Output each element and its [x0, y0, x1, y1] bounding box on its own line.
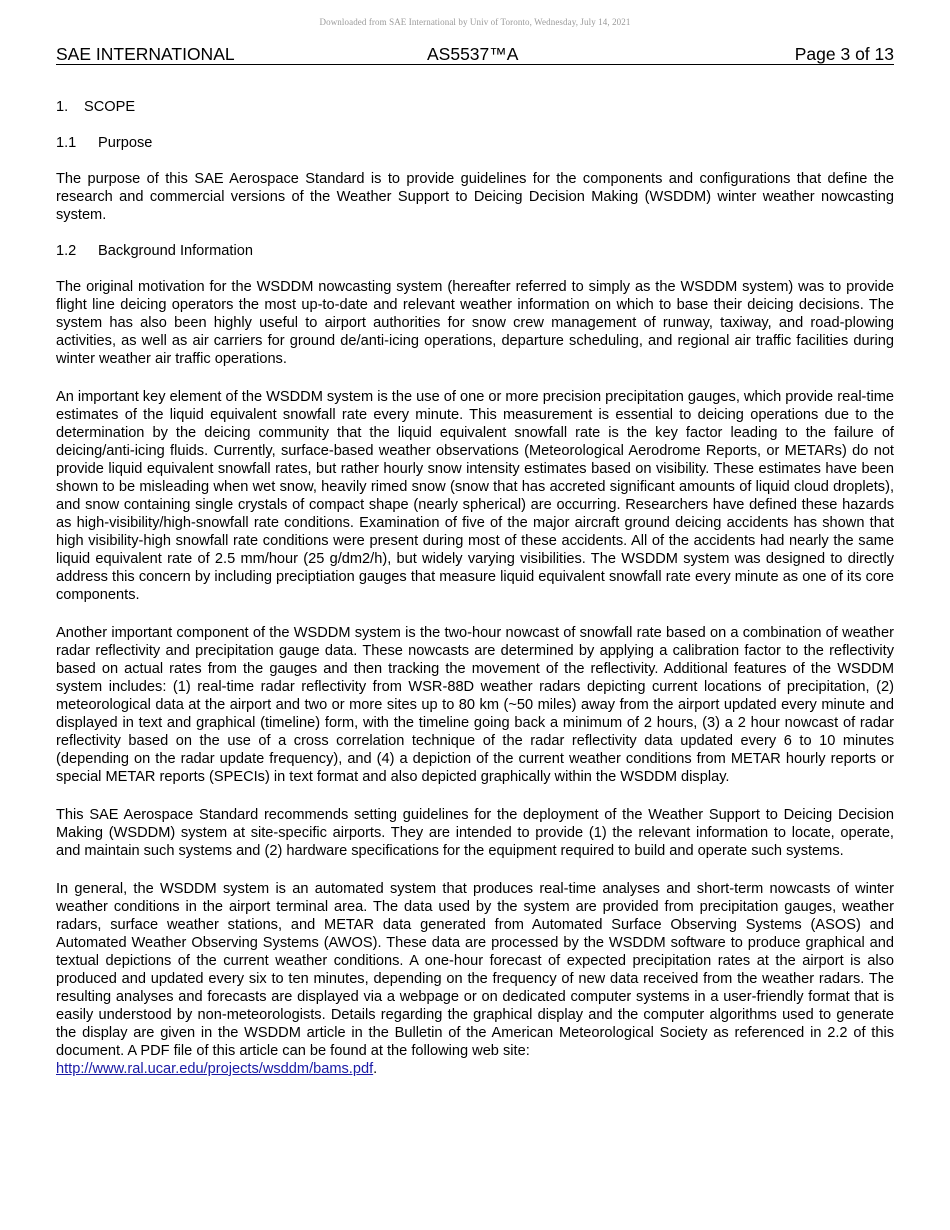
section-1-2-heading	[56, 242, 894, 260]
download-watermark: Downloaded from SAE International by Univ of Toronto, Wednesday, July 14, 2021	[319, 17, 631, 27]
header-org: SAE INTERNATIONAL	[56, 44, 235, 64]
page-header	[56, 44, 894, 65]
header-doc-id: AS5537™A	[427, 44, 519, 64]
background-paragraph-4: This SAE Aerospace Standard recommends setting guidelines for the deployment of the Weather Support to Deicing Decision Making (WSDDM) system at site-specific airports. They are intended to provide (1) the relevant information to locate, operate, and maintain such systems and (2) hardware specifications for the equipment required to build and operate such systems.	[56, 807, 894, 859]
background-paragraph-1: The original motivation for the WSDDM nowcasting system (hereafter referred to simply as the WSDDM system) was to provide flight line deicing operators the most up-to-date and relevant weather information on which to base their deicing decisions. The system has also been highly useful to airport authorities for snow crew management of runway, taxiway, and road-plowing activities, as well as air carriers for ground de/anti-icing operations, departure scheduling, and regional air traffic facilities during winter weather air traffic operations.	[56, 279, 894, 367]
header-page-number: Page 3 of 13	[794, 44, 894, 64]
background-paragraph-5	[56, 880, 894, 1078]
section-title: Purpose	[98, 135, 153, 151]
background-paragraph-2: An important key element of the WSDDM system is the use of one or more precision precipitation gauges, which provide real-time estimates of the liquid equivalent snowfall rate every minute. This measurement is essential to deicing operations due to the determination by the deicing community that the liquid equivalent snowfall rate is the key factor leading to the failure of deicing/anti-icing fluids. Currently, surface-based weather observations (Meteorological Aerodrome Reports, or METARs) do not provide liquid equivalent snowfall rates, but rather hourly snow intensity estimates based on visibility. These estimates have been shown to be misleading when wet snow, heavily rimed snow (snow that has accreted significant amounts of liquid cloud droplets), and snow containing single crystals of compact shape (nearly spherical) are occurring. Researchers have defined these hazards as high-visibility/high-snowfall rate conditions. Examination of five of the major aircraft ground deicing accidents has shown that high visibility-high snowfall rate conditions were present during most of these accidents. All of the accidents had nearly the same liquid equivalent rate of 2.5 mm/hour (25 g/dm2/h), but widely varying visibilities. The WSDDM system was designed to directly address this concern by including preciptiation gauges that measure liquid equivalent snowfall rate every minute as one of its core components.	[56, 389, 894, 603]
page-body	[56, 98, 894, 1078]
section-1-1-heading	[56, 134, 894, 152]
purpose-paragraph: The purpose of this SAE Aerospace Standard is to provide guidelines for the components and configurations that define the research and commercial versions of the Weather Support to Deicing Decision Making (WSDDM) winter weather nowcasting system.	[56, 171, 894, 223]
section-number: 1.	[56, 99, 69, 115]
section-title: SCOPE	[84, 99, 136, 115]
section-number: 1.2	[56, 243, 77, 259]
section-1-heading	[56, 98, 894, 116]
paragraph-text: In general, the WSDDM system is an automated system that produces real-time analyses and short-term nowcasts of winter weather conditions in the airport terminal area. The data used by the system are provided from precipitation gauges, weather radars, surface weather stations, and METAR data generated from Automated Surface Observing Systems (ASOS) and Automated Weather Observing Systems (AWOS). These data are processed by the WSDDM software to produce graphical and textual depictions of the current weather conditions. A one-hour forecast of expected precipitation rates at the airport is also produced and updated every six to ten minutes, depending on the frequency of new data received from the weather radars. The resulting analyses and forecasts are displayed via a webpage or on dedicated computer systems in a user-friendly format that is easily understood by non-meteorologists. Details regarding the graphical display and the computer algorithms used to generate the display are given in the WSDDM article in the Bulletin of the American Meteorological Society as referenced in 2.2 of this document. A PDF file of this article can be found at the following web site:	[56, 881, 894, 1059]
section-number: 1.1	[56, 135, 77, 151]
section-title: Background Information	[98, 243, 253, 259]
paragraph-end-period: .	[373, 1061, 378, 1077]
background-paragraph-3: Another important component of the WSDDM system is the two-hour nowcast of snowfall rate based on a combination of weather radar reflectivity and precipitation gauge data. These nowcasts are determined by applying a calibration factor to the reflectivity based on actual rates from the gauges and then tracking the movement of the reflectivity. Additional features of the WSDDM system includes: (1) real-time radar reflectivity from WSR-88D weather radars depicting current locations of precipitation, (2) meteorological data at the airport and two or more sites up to 80 km (~50 miles) away from the airport updated every minute and displayed in text and graphical (timeline) form, with the timeline going back a minimum of 2 hours, (3) a 2 hour nowcast of radar reflectivity based on the use of a cross correlation technique of the radar reflectivity data updated every 6 to 10 minutes (depending on the radar update frequency), and (4) a depiction of the current weather conditions from METAR hourly reports or special METAR reports (SPECIs) in text format and also depicted graphically within the WSDDM display.	[56, 625, 894, 785]
bams-pdf-link[interactable]: http://www.ral.ucar.edu/projects/wsddm/bams.pdf	[56, 1061, 374, 1077]
